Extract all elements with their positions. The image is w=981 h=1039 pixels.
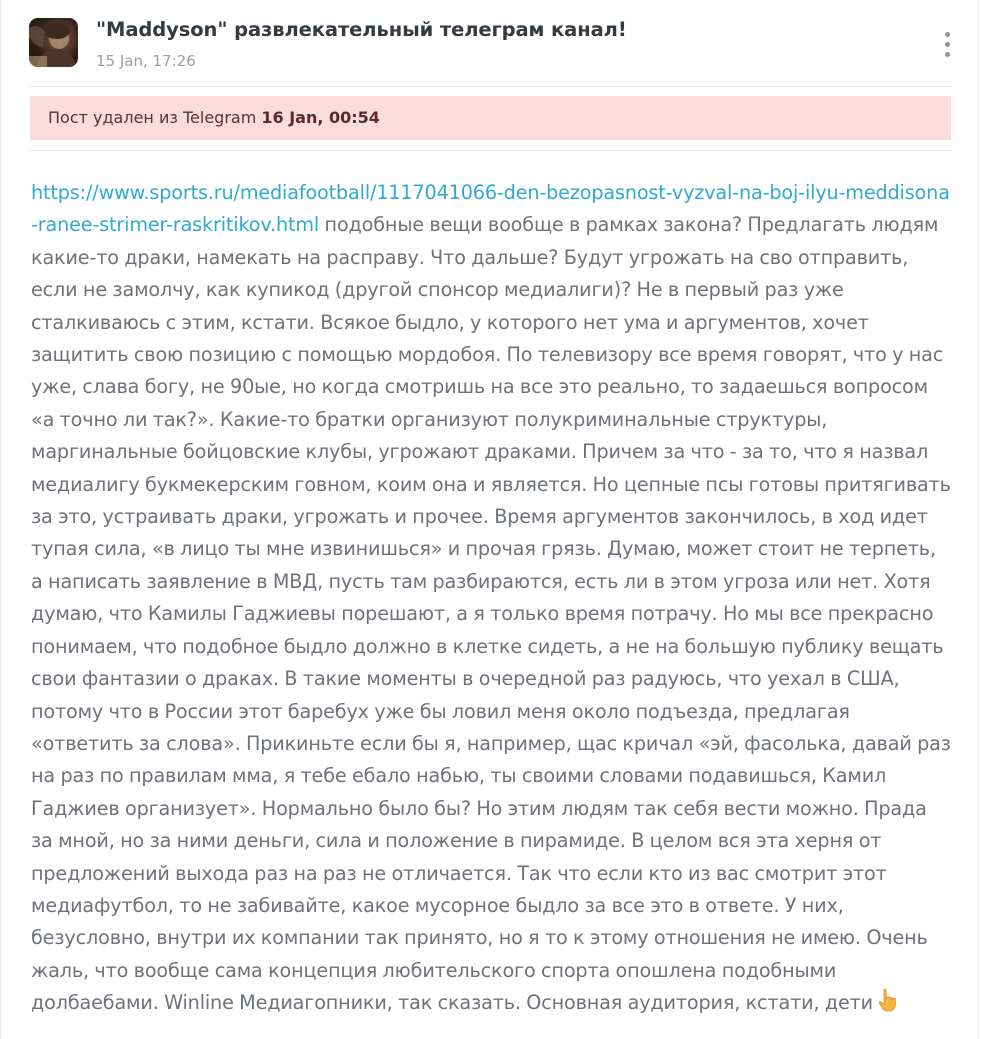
channel-avatar[interactable] bbox=[29, 18, 78, 67]
post-link[interactable]: https://www.sports.ru/mediafootball/1117041066-den-bezopasnost-vyzval-na-boj-ilyu-meddisona-ranee-strimer-raskritikov.html bbox=[31, 181, 950, 237]
banner-divider bbox=[30, 150, 951, 151]
post-header bbox=[29, 18, 951, 74]
post-body bbox=[31, 177, 951, 1023]
deleted-banner-date: 16 Jan, 00:54 bbox=[261, 108, 380, 127]
deleted-banner bbox=[30, 96, 951, 140]
post-date: 15 Jan, 17:26 bbox=[96, 52, 196, 70]
avatar-image bbox=[29, 18, 78, 67]
deleted-banner-prefix: Пост удален из Telegram bbox=[48, 108, 262, 127]
pointing-hand-emoji bbox=[877, 988, 899, 1022]
header-divider bbox=[30, 86, 951, 87]
post-text: подобные вещи вообще в рамках закона? Предлагать людям какие-то драки, намекать на расправу. Что дальше? Будут угрожать на сво отправить, если не замолчу, как купикод (другой спонсор медиалиги)? Не в первый раз уже сталкиваюсь с этим, кстати. Всякое быдло, у которого нет ума и аргументов, хочет защитить свою позицию с помощью мордобоя. По телевизору все время говорят, что у нас уже, слава богу, не 90ые, но когда смотришь на все это реально, то задаешься вопросом «а точно ли так?». Какие-то братки организуют полукриминальные структуры, маргинальные бойцовские клубы, угрожают драками. Причем за что - за то, что я назвал медиалигу букмекерским говном, коим она и является. Но цепные псы готовы притягивать за это, устраивать драки, угрожать и прочее. Время аргументов закончилось, в ход идет тупая сила, «в лицо ты мне извинишься» и прочая грязь. Думаю, может стоит не терпеть, а написать заявление в МВД, пусть там разбираются, есть ли в этом угроза или нет. Хотя думаю, что Камилы Гаджиевы порешают, а я только время потрачу. Но мы все прекрасно понимаем, что подобное быдло должно в клетке сидеть, а не на большую публику вещать свои фантазии о драках. В такие моменты в очередной раз радуюсь, что уехал в США, потому что в России этот баребух уже бы ловил меня около подъезда, предлагая «ответить за слова». Прикиньте если бы я, например, щас кричал «эй, фасолька, давай раз на раз по правилам мма, я тебе ебало набью, ты своими словами подавишься, Камил Гаджиев организует». Нормально было бы? Но этим людям так себя вести можно. Прада за мной, но за ними деньги, сила и положение в пирамиде. В целом вся эта херня от предложений выхода раз на раз не отличается. Так что если кто из вас смотрит этот медиафутбол, то не забивайте, какое мусорное быдло за все это в ответе. У них, безусловно, внутри их компании так принято, но я то к этому отношения не имею. Очень жаль, что вообще сама концепция любительского спорта опошлена подобными долбаебами. Winline Медиагопники, так сказать. Основная аудитория, кстати, дети bbox=[31, 213, 951, 1015]
menu-dot bbox=[945, 52, 950, 57]
more-vertical-icon[interactable] bbox=[939, 30, 955, 60]
menu-dot bbox=[945, 32, 950, 37]
channel-title[interactable]: "Maddyson" развлекательный телеграм канал! bbox=[96, 18, 627, 41]
menu-dot bbox=[945, 42, 950, 47]
